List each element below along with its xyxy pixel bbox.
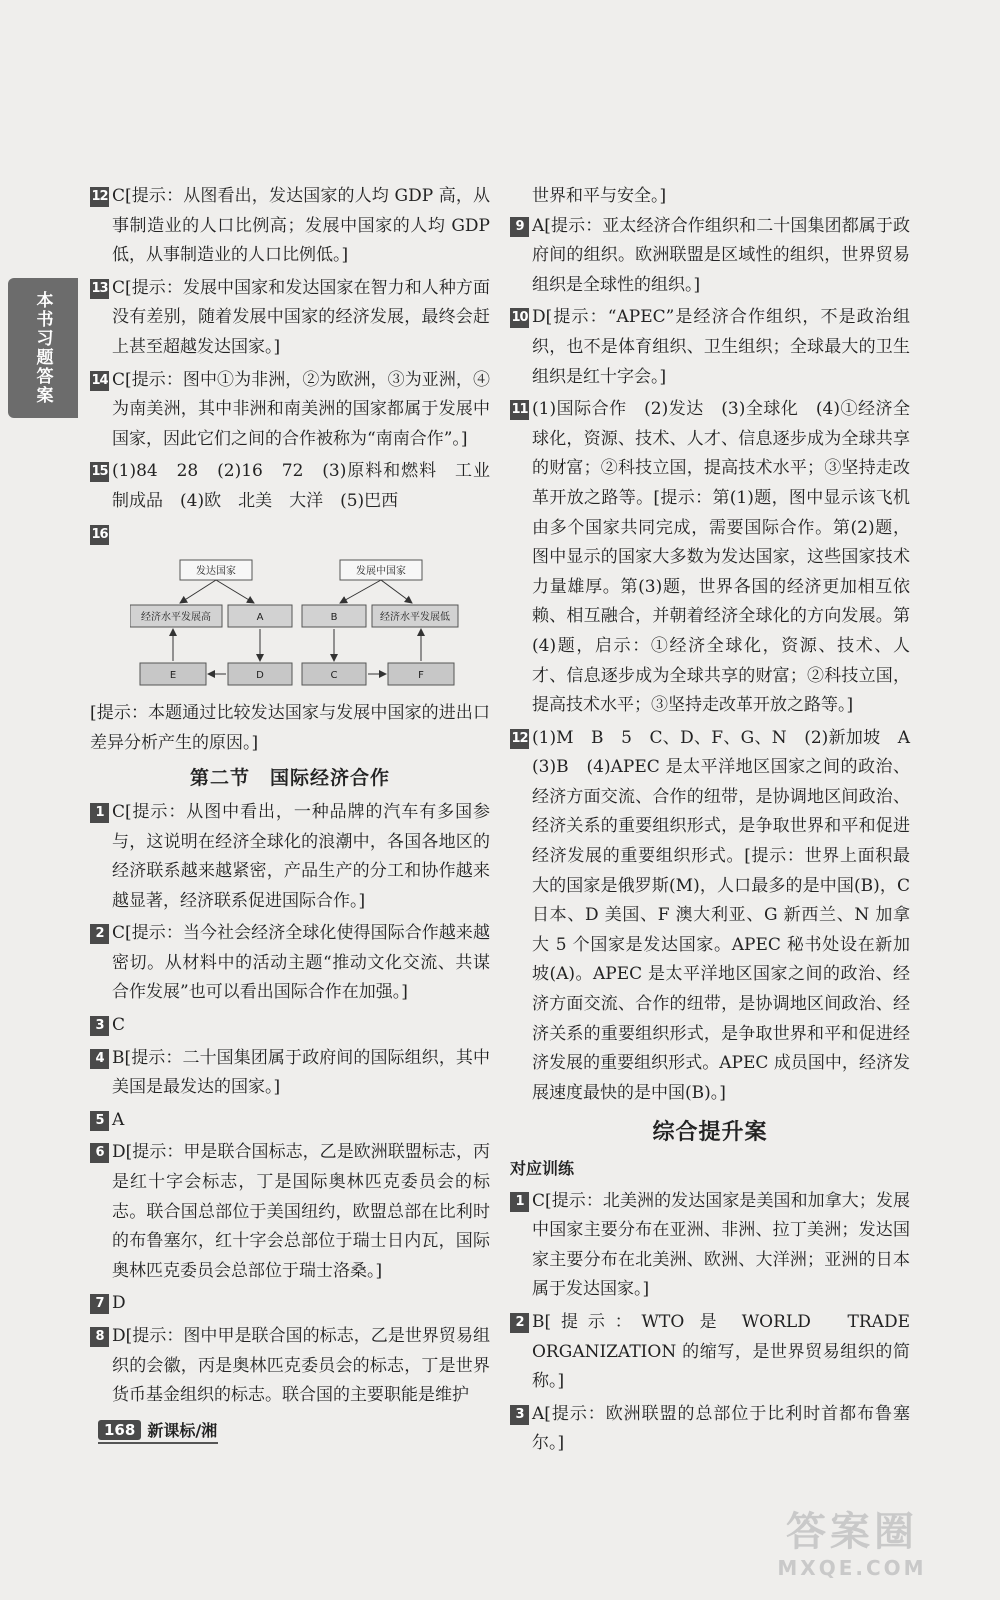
question-number: 15 (90, 462, 109, 482)
question-number: 3 (510, 1405, 529, 1425)
trade-diagram (130, 555, 490, 695)
label-c: C (330, 670, 338, 682)
answer-text: C[提示：图中①为非洲，②为欧洲，③为亚洲，④为南美洲，其中非洲和南美洲的国家都属于发展中国家，因此它们之间的合作被称为“南南合作”。] (112, 369, 490, 449)
question-number: 1 (510, 1192, 529, 1212)
question-number: 3 (90, 1016, 109, 1036)
answer-item (510, 1400, 910, 1459)
trade-diagram-svg (130, 555, 490, 695)
answer-text: D[提示：图中甲是联合国的标志，乙是世界贸易组织的会徽，丙是奥林匹克委员会的标志，丁是世界货币基金组织的标志。联合国的主要职能是维护 (112, 1326, 490, 1406)
side-tab (8, 278, 78, 418)
answer-item (90, 798, 490, 916)
label-b: B (330, 612, 338, 624)
answer-text: B[提示：WTO 是 WORLD TRADE ORGANIZATION 的缩写，是世界贸易组织的简称。] (532, 1311, 927, 1392)
answer-text: B[提示：二十国集团属于政府间的国际组织，其中美国是最发达的国家。] (112, 1047, 490, 1098)
answer-continuation: 世界和平与安全。] (532, 186, 667, 206)
right-column (510, 182, 927, 1462)
section-title: 综合提升案 (652, 1120, 768, 1146)
section-title: 第二节 国际经济合作 (189, 767, 390, 790)
q16-hint: [提示：本题通过比较发达国家与发展中国家的进出口差异分析产生的原因。] (90, 703, 490, 753)
side-tab-label: 本书习题答案 (32, 291, 53, 405)
answer-text: C[提示：当今社会经济全球化使得国际合作越来越密切。从材料中的活动主题“推动文化交流、共谋合作发展”也可以看出国际合作在加强。] (112, 923, 490, 1003)
question-number: 6 (90, 1143, 109, 1163)
answer-item (90, 520, 490, 550)
label-developing: 发展中国家 (356, 566, 406, 578)
answer-item (510, 303, 910, 392)
question-number: 2 (510, 1313, 529, 1333)
question-number: 9 (510, 217, 529, 237)
answer-item (510, 395, 910, 721)
question-number: 8 (90, 1327, 109, 1347)
watermark-title: 答案圈 (786, 1509, 918, 1555)
label-f: F (418, 670, 424, 682)
question-number: 14 (90, 371, 109, 391)
footer-divider (98, 1442, 218, 1444)
answer-item (510, 1308, 927, 1397)
answer-text: C[提示：从图看出，发达国家的人均 GDP 高，从事制造业的人口比例高；发展中国家的人均 GDP 低，从事制造业的人口比例低。] (112, 186, 490, 266)
answer-text: C[提示：发展中国家和发达国家在智力和人种方面没有差别，随着发展中国家的经济发展，最终会赶上甚至超越发达国家。] (112, 277, 490, 357)
answer-item (510, 212, 910, 301)
answer-text: C (112, 1015, 126, 1036)
question-number: 7 (90, 1294, 109, 1314)
answer-text: A[提示：欧洲联盟的总部位于比利时首都布鲁塞尔。] (532, 1403, 910, 1454)
page-number: 168 (98, 1420, 141, 1440)
answer-text: (1)M B 5 C、D、F、G、N (2)新加坡 A (3)B (4)APEC 是太平洋地区国家之间的政治、经济方面交流、合作的纽带，是协调地区间政治、经济关系的重要组织形式，是争取世界和平和促进经济发展的重要组织形式。[提示：世界上面积最大的国家是俄罗斯(M)，人口最多的是中国(B)，C 日本、D 美国、F 澳大利亚、G 新西兰、N 加拿大 5 个国家是发达国家。APEC 秘书处设在新加坡(A)。APEC 是太平洋地区国家之间的政治、经济方面交流、合作的纽带，是协调地区间政治、经济关系的重要组织形式，是争取世界和平和促进经济发展的重要组织形式。APEC 成员国中，经济发展速度最快的是中国(B)。] (532, 727, 927, 1103)
label-developed: 发达国家 (196, 566, 236, 578)
question-number: 13 (90, 279, 109, 299)
answer-item (90, 1011, 490, 1041)
answer-item (510, 724, 927, 1109)
label-d: D (256, 670, 264, 682)
footer-label: 新课标/湘 (147, 1421, 218, 1440)
question-number: 5 (90, 1111, 109, 1131)
answer-text: D[提示：“APEC”是经济合作组织，不是政治组织，也不是体育组织、卫生组织；全球最大的卫生组织是红十字会。] (532, 307, 910, 387)
answer-item (90, 1138, 490, 1286)
question-number: 16 (90, 525, 109, 545)
watermark (732, 1508, 972, 1588)
answer-text: (1)84 28 (2)16 72 (3)原料和燃料 工业制成品 (4)欧 北美 大洋 (5)巴西 (112, 461, 490, 511)
subheading: 对应训练 (510, 1159, 575, 1178)
question-number: 12 (510, 729, 529, 749)
answer-text: A[提示：亚太经济合作组织和二十国集团都属于政府间的组织。欧洲联盟是区域性的组织，世界贸易组织是全球性的组织。] (532, 215, 910, 295)
answer-item (90, 1044, 490, 1103)
answer-item (90, 366, 490, 455)
watermark-url: MXQE.COM (777, 1556, 927, 1580)
answer-text: D (112, 1293, 126, 1314)
question-number: 10 (510, 308, 529, 328)
answer-item (90, 274, 490, 363)
answer-item (90, 1106, 490, 1136)
question-number: 1 (90, 803, 109, 823)
answer-text: C[提示：从图中看出，一种品牌的汽车有多国参与，这说明在经济全球化的浪潮中，各国各地区的经济联系越来越紧密，产品生产的分工和协作越来越显著，经济联系促进国际合作。] (112, 801, 490, 911)
answer-item (510, 1187, 910, 1305)
answer-item (90, 1322, 490, 1411)
label-e: E (169, 670, 177, 682)
answer-text: D[提示：甲是联合国标志，乙是欧洲联盟标志，丙是红十字会标志，丁是国际奥林匹克委员会的标志。联合国总部位于美国纽约，欧盟总部在比利时的布鲁塞尔，红十字会总部位于瑞士日内瓦，国际奥林匹克委员会总部位于瑞士洛桑。] (112, 1142, 490, 1281)
label-high-econ: 经济水平发展高 (141, 612, 211, 624)
question-number: 11 (510, 400, 529, 420)
question-number: 12 (90, 187, 109, 207)
answer-item (90, 1289, 490, 1319)
answer-text: A (112, 1109, 125, 1130)
answer-text: C[提示：北美洲的发达国家是美国和加拿大；发展中国家主要分布在亚洲、非洲、拉丁美洲；发达国家主要分布在北美洲、欧洲、大洋洲；亚洲的日本属于发达国家。] (532, 1190, 910, 1300)
question-number: 2 (90, 924, 109, 944)
page-footer (98, 1418, 217, 1441)
left-column (90, 182, 490, 1414)
label-low-econ: 经济水平发展低 (380, 612, 450, 624)
answer-item (90, 457, 490, 516)
question-number: 4 (90, 1049, 109, 1069)
label-a: A (256, 612, 264, 624)
answer-item (90, 919, 490, 1008)
answer-text: (1)国际合作 (2)发达 (3)全球化 (4)①经济全球化，资源、技术、人才、信息逐步成为全球共享的财富；②科技立国，提高技术水平；③坚持走改革开放之路等。[提示：第(1)题，图中显示该飞机由多个国家共同完成，需要国际合作。第(2)题，图中显示的国家大多数为发达国家，这些国家技术力量雄厚。第(3)题，世界各国的经济更加相互依赖、相互融合，并朝着经济全球化的方向发展。第(4)题，启示：①经济全球化，资源、技术、人才、信息逐步成为全球共享的财富；②科技立国，提高技术水平；③坚持走改革开放之路等。] (532, 399, 910, 716)
answer-item (90, 182, 490, 271)
